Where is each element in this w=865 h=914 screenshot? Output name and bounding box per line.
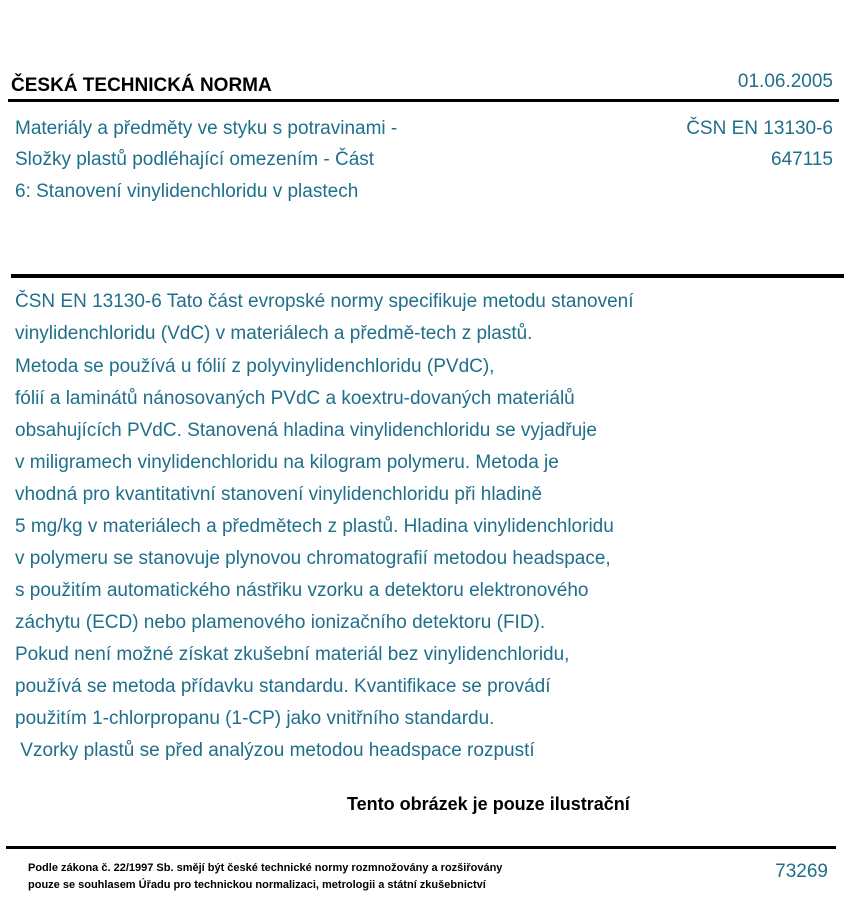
- abstract-line: 5 mg/kg v materiálech a předmětech z plastů. Hladina vinylidenchloridu: [15, 516, 614, 537]
- standard-title-line-1: Materiály a předměty ve styku s potravinami -: [15, 118, 398, 139]
- section-divider: [11, 274, 844, 278]
- document-date: 01.06.2005: [737, 71, 833, 92]
- footer-divider: [6, 846, 836, 849]
- abstract-line: v polymeru se stanovuje plynovou chromatografií metodou headspace,: [15, 548, 611, 569]
- abstract-line: obsahujících PVdC. Stanovená hladina vinylidenchloridu se vyjadřuje: [15, 420, 597, 441]
- abstract-line: používá se metoda přídavku standardu. Kvantifikace se provádí: [15, 676, 551, 697]
- copyright-notice-line-2: pouze se souhlasem Úřadu pro technickou normalizaci, metrologii a státní zkušebnictví: [28, 879, 486, 891]
- abstract-line: vhodná pro kvantitativní stanovení vinylidenchloridu při hladině: [15, 484, 543, 505]
- copyright-notice-line-1: Podle zákona č. 22/1997 Sb. smějí být české technické normy rozmnožovány a rozšiřovány: [28, 862, 503, 874]
- abstract-line: v miligramech vinylidenchloridu na kilogram polymeru. Metoda je: [15, 452, 559, 473]
- abstract-line: vinylidenchloridu (VdC) v materiálech a předmě-tech z plastů.: [15, 323, 533, 344]
- abstract-line: Vzorky plastů se před analýzou metodou headspace rozpustí: [15, 740, 535, 761]
- document-header-title: ČESKÁ TECHNICKÁ NORMA: [11, 75, 272, 96]
- standard-title-line-2: Složky plastů podléhající omezením - Část: [15, 149, 375, 170]
- abstract-line: fólií a laminátů nánosovaných PVdC a koextru-dovaných materiálů: [15, 388, 575, 409]
- abstract-line: záchytu (ECD) nebo plamenového ionizačního detektoru (FID).: [15, 612, 546, 633]
- abstract-line: ČSN EN 13130-6 Tato část evropské normy specifikuje metodu stanovení: [15, 291, 634, 312]
- standard-code: ČSN EN 13130-6: [686, 118, 833, 139]
- classification-number: 647115: [771, 149, 833, 170]
- document-number: 73269: [775, 861, 828, 882]
- abstract-line: Pokud není možné získat zkušební materiál bez vinylidenchloridu,: [15, 644, 570, 665]
- abstract-line: použitím 1-chlorpropanu (1-CP) jako vnitřního standardu.: [15, 708, 495, 729]
- illustration-note: Tento obrázek je pouze ilustrační: [347, 794, 630, 814]
- standard-title-line-3: 6: Stanovení vinylidenchloridu v plastech: [15, 181, 359, 202]
- abstract-line: s použitím automatického nástřiku vzorku a detektoru elektronového: [15, 580, 589, 601]
- header-divider: [8, 99, 839, 102]
- abstract-line: Metoda se používá u fólií z polyvinylidenchloridu (PVdC),: [15, 356, 495, 377]
